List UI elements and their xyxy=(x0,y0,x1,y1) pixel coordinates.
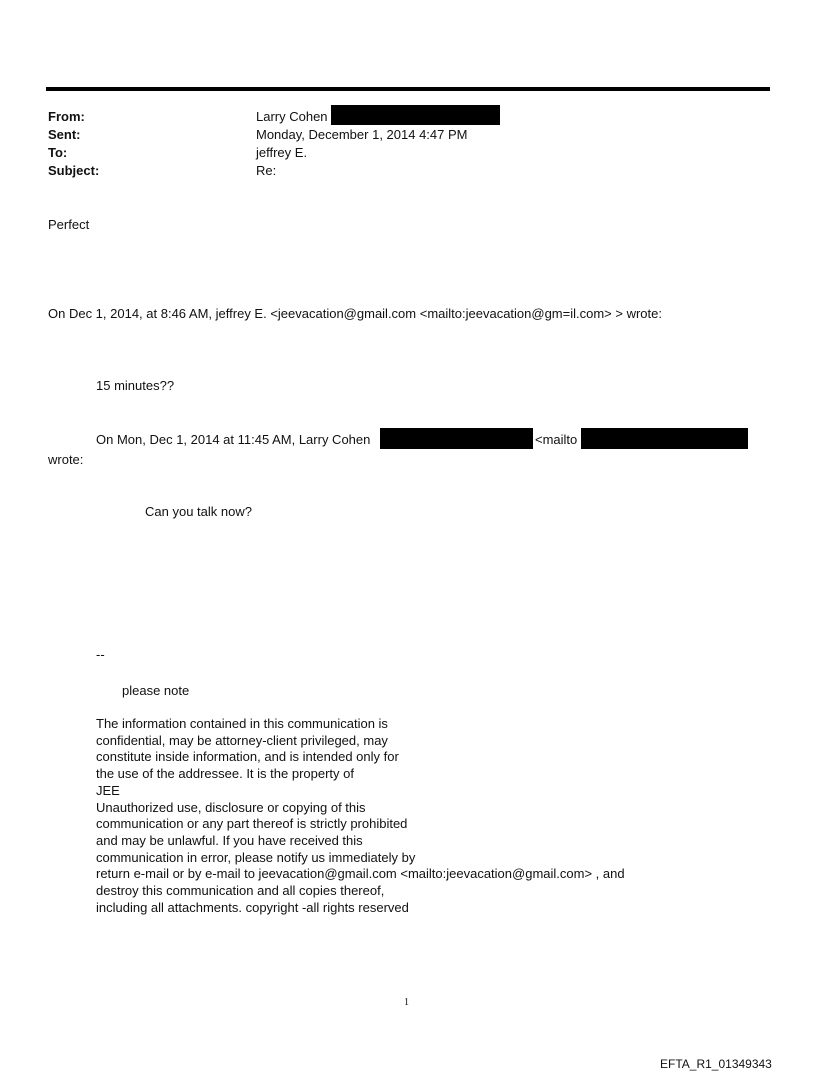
header-rule xyxy=(46,87,770,91)
subject-label: Subject: xyxy=(48,163,100,178)
disclaimer-line: the use of the addressee. It is the property of xyxy=(96,766,354,782)
document-id: EFTA_R1_01349343 xyxy=(660,1057,772,1071)
disclaimer-line: communication in error, please notify us immediately by xyxy=(96,849,416,865)
quote2-attribution: On Mon, Dec 1, 2014 at 11:45 AM, Larry Cohen xyxy=(96,432,371,447)
reply-text: Perfect xyxy=(48,217,90,232)
disclaimer xyxy=(96,716,625,916)
redaction-box xyxy=(581,428,748,449)
disclaimer-line: Unauthorized use, disclosure or copying of this xyxy=(96,799,366,815)
to-value: jeffrey E. xyxy=(256,145,308,160)
disclaimer-line: confidential, may be attorney-client privileged, may xyxy=(96,732,388,748)
from-label: From: xyxy=(48,109,85,124)
disclaimer-line: communication or any part thereof is strictly prohibited xyxy=(96,816,408,832)
disclaimer-line: destroy this communication and all copies thereof, xyxy=(96,883,385,899)
redaction-box xyxy=(331,105,500,125)
disclaimer-line: JEE xyxy=(96,782,120,798)
sent-value: Monday, December 1, 2014 4:47 PM xyxy=(256,127,468,142)
quote2-mailto: <mailto xyxy=(535,432,578,447)
disclaimer-line: including all attachments. copyright -all rights reserved xyxy=(96,899,409,915)
signature-separator: -- xyxy=(96,647,105,662)
page-number: 1 xyxy=(404,997,409,1008)
subject-value: Re: xyxy=(256,163,277,178)
disclaimer-line: and may be unlawful. If you have received this xyxy=(96,832,363,848)
disclaimer-line: The information contained in this communication is xyxy=(96,716,388,731)
quote1-attribution: On Dec 1, 2014, at 8:46 AM, jeffrey E. <jeevacation@gmail.com <mailto:jeevacation@gm=il.com> > wrote: xyxy=(48,306,662,321)
quote2-wrote: wrote: xyxy=(48,452,84,467)
to-label: To: xyxy=(48,145,68,160)
quote2-text: Can you talk now? xyxy=(145,504,252,519)
from-value: Larry Cohen xyxy=(256,109,328,124)
disclaimer-line: return e-mail or by e-mail to jeevacation@gmail.com <mailto:jeevacation@gmail.com> , and xyxy=(96,866,625,882)
quote1-text: 15 minutes?? xyxy=(96,378,175,393)
please-note: please note xyxy=(122,683,190,698)
redaction-box xyxy=(380,428,533,449)
disclaimer-line: constitute inside information, and is intended only for xyxy=(96,749,399,765)
sent-label: Sent: xyxy=(48,127,81,142)
